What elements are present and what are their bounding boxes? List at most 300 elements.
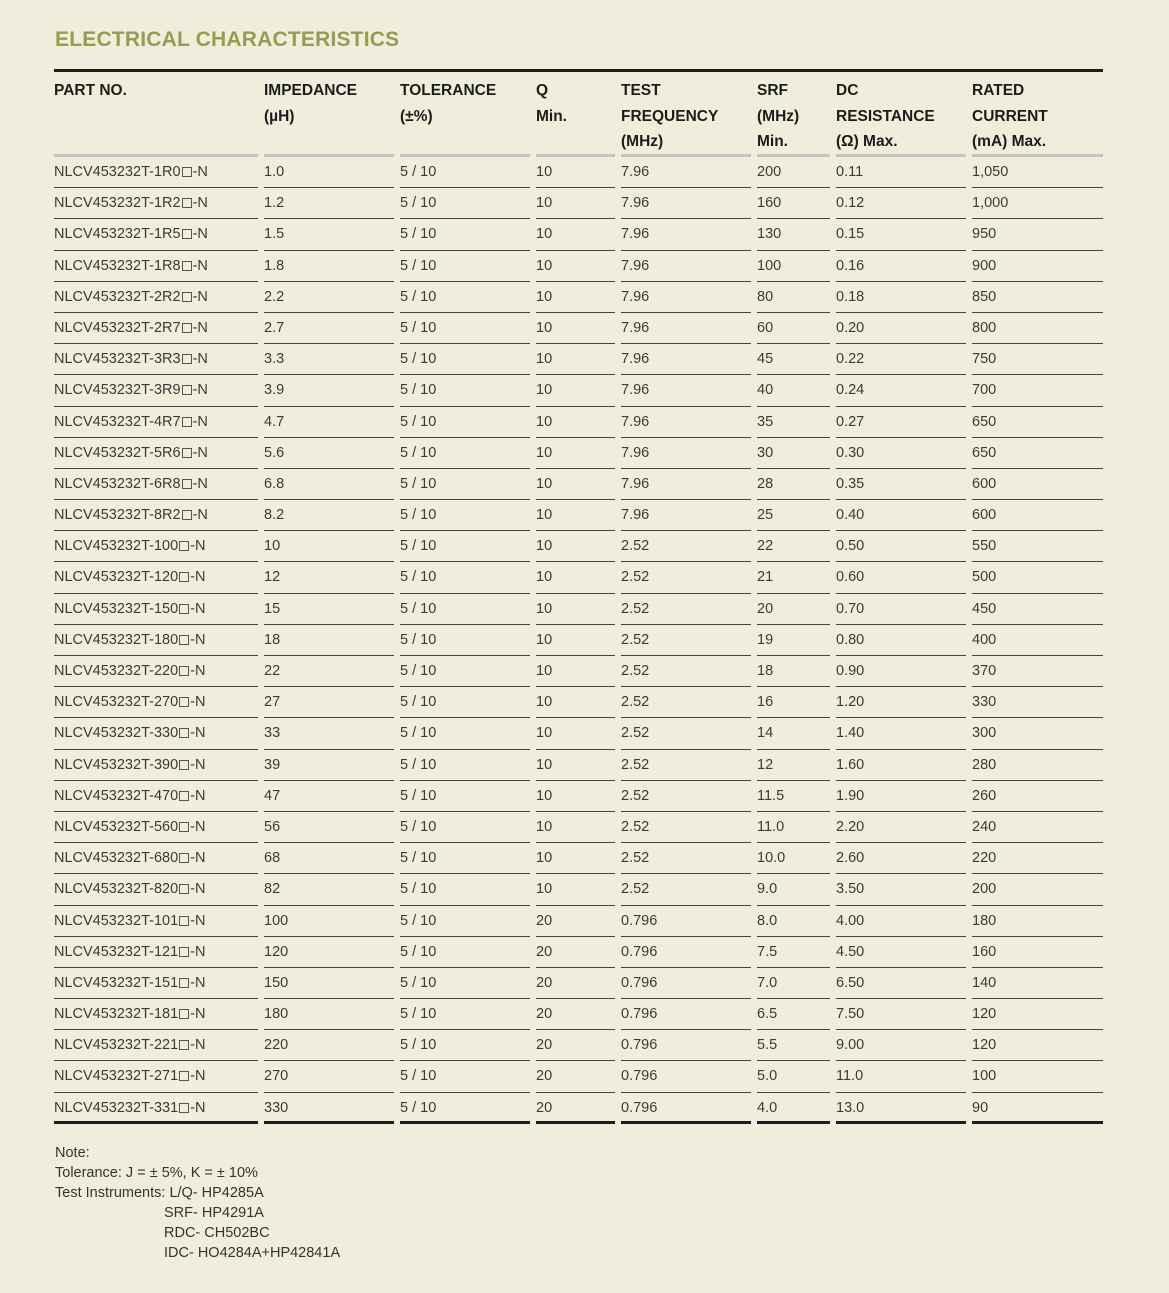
cell-value: 25 bbox=[757, 500, 830, 531]
cell-value: 3.50 bbox=[836, 874, 966, 905]
cell-value: 0.35 bbox=[836, 469, 966, 500]
cell-dc-resistance bbox=[836, 438, 972, 469]
tolerance-code-box-icon bbox=[182, 323, 192, 333]
cell-value: 14 bbox=[757, 718, 830, 749]
cell-value: 0.18 bbox=[836, 282, 966, 313]
cell-value: 10 bbox=[264, 531, 394, 562]
cell-value: 35 bbox=[757, 407, 830, 438]
cell-q-min bbox=[536, 344, 621, 375]
cell-tolerance bbox=[400, 282, 536, 313]
cell-value: 0.60 bbox=[836, 562, 966, 593]
cell-tolerance bbox=[400, 625, 536, 656]
cell-value: 7.96 bbox=[621, 282, 751, 313]
cell-dc-resistance bbox=[836, 375, 972, 406]
cell-value: 0.796 bbox=[621, 1061, 751, 1092]
cell-value: 5 / 10 bbox=[400, 1093, 530, 1124]
cell-rated-current bbox=[972, 375, 1103, 406]
cell-value: 130 bbox=[757, 219, 830, 250]
cell-value: 120 bbox=[972, 999, 1103, 1030]
part-no-suffix: -N bbox=[190, 1006, 206, 1023]
cell-part-no bbox=[54, 157, 264, 188]
notes-block bbox=[55, 1143, 340, 1263]
notes-heading: Note: bbox=[55, 1145, 90, 1161]
cell-tolerance bbox=[400, 843, 536, 874]
cell-tolerance bbox=[400, 157, 536, 188]
cell-srf bbox=[757, 968, 836, 999]
cell-value: 0.70 bbox=[836, 594, 966, 625]
cell-srf bbox=[757, 687, 836, 718]
cell-value: 80 bbox=[757, 282, 830, 313]
cell-value: 5 / 10 bbox=[400, 656, 530, 687]
cell-test-frequency bbox=[621, 687, 757, 718]
cell-q-min bbox=[536, 157, 621, 188]
cell-value: 7.96 bbox=[621, 157, 751, 188]
cell-part-no bbox=[54, 219, 264, 250]
cell-value: 1.60 bbox=[836, 750, 966, 781]
cell-value: 5 / 10 bbox=[400, 843, 530, 874]
cell-q-min bbox=[536, 718, 621, 749]
cell-part-no bbox=[54, 500, 264, 531]
table-row bbox=[54, 1093, 1103, 1124]
cell-value: 2.7 bbox=[264, 313, 394, 344]
cell-part-no bbox=[54, 469, 264, 500]
cell-tolerance bbox=[400, 531, 536, 562]
cell-rated-current bbox=[972, 251, 1103, 282]
cell-part-no bbox=[54, 843, 264, 874]
cell-q-min bbox=[536, 313, 621, 344]
cell-value: 700 bbox=[972, 375, 1103, 406]
tolerance-code-box-icon bbox=[182, 198, 192, 208]
cell-q-min bbox=[536, 562, 621, 593]
cell-test-frequency bbox=[621, 843, 757, 874]
cell-value: 5 / 10 bbox=[400, 594, 530, 625]
tolerance-code-box-icon bbox=[182, 229, 192, 239]
cell-value: 2.52 bbox=[621, 625, 751, 656]
cell-impedance bbox=[264, 874, 400, 905]
cell-q-min bbox=[536, 469, 621, 500]
cell-value: 200 bbox=[972, 874, 1103, 905]
cell-srf bbox=[757, 656, 836, 687]
part-no-prefix: NLCV453232T-151 bbox=[54, 974, 179, 991]
table-row bbox=[54, 999, 1103, 1030]
cell-value: 0.30 bbox=[836, 438, 966, 469]
table-header-row bbox=[54, 72, 1103, 157]
column-header-line: PART NO. bbox=[54, 82, 127, 99]
cell-value: 10 bbox=[536, 251, 615, 282]
table-row bbox=[54, 781, 1103, 812]
cell-value: 550 bbox=[972, 531, 1103, 562]
cell-rated-current bbox=[972, 687, 1103, 718]
cell-dc-resistance bbox=[836, 562, 972, 593]
cell-part-no bbox=[54, 968, 264, 999]
cell-test-frequency bbox=[621, 937, 757, 968]
column-header-srf bbox=[757, 72, 836, 157]
cell-value: 500 bbox=[972, 562, 1103, 593]
cell-value: 5 / 10 bbox=[400, 469, 530, 500]
cell-rated-current bbox=[972, 1061, 1103, 1092]
table-row bbox=[54, 594, 1103, 625]
cell-value: 5 / 10 bbox=[400, 500, 530, 531]
cell-q-min bbox=[536, 999, 621, 1030]
cell-value: 10 bbox=[536, 594, 615, 625]
cell-rated-current bbox=[972, 812, 1103, 843]
cell-value: 2.52 bbox=[621, 843, 751, 874]
cell-value: 0.22 bbox=[836, 344, 966, 375]
table-row bbox=[54, 1061, 1103, 1092]
cell-value: 10 bbox=[536, 562, 615, 593]
cell-dc-resistance bbox=[836, 718, 972, 749]
cell-dc-resistance bbox=[836, 188, 972, 219]
cell-test-frequency bbox=[621, 968, 757, 999]
cell-srf bbox=[757, 1061, 836, 1092]
cell-value: 0.24 bbox=[836, 375, 966, 406]
cell-dc-resistance bbox=[836, 157, 972, 188]
cell-dc-resistance bbox=[836, 937, 972, 968]
column-header-line: (±%) bbox=[400, 107, 433, 125]
cell-impedance bbox=[264, 718, 400, 749]
cell-value: 2.20 bbox=[836, 812, 966, 843]
cell-test-frequency bbox=[621, 407, 757, 438]
cell-value: 1.90 bbox=[836, 781, 966, 812]
cell-part-no bbox=[54, 718, 264, 749]
cell-test-frequency bbox=[621, 906, 757, 937]
cell-rated-current bbox=[972, 407, 1103, 438]
tolerance-code-box-icon bbox=[179, 635, 189, 645]
cell-value: 5 / 10 bbox=[400, 812, 530, 843]
cell-value: 0.11 bbox=[836, 157, 966, 188]
cell-value: 5 / 10 bbox=[400, 874, 530, 905]
cell-value: 39 bbox=[264, 750, 394, 781]
part-no-prefix: NLCV453232T-8R2 bbox=[54, 507, 181, 524]
cell-part-no bbox=[54, 750, 264, 781]
cell-dc-resistance bbox=[836, 407, 972, 438]
cell-value: 240 bbox=[972, 812, 1103, 843]
table-row bbox=[54, 687, 1103, 718]
cell-impedance bbox=[264, 687, 400, 718]
cell-impedance bbox=[264, 469, 400, 500]
cell-srf bbox=[757, 718, 836, 749]
cell-value: 1.40 bbox=[836, 718, 966, 749]
cell-part-no bbox=[54, 656, 264, 687]
cell-value: 1.5 bbox=[264, 219, 394, 250]
cell-srf bbox=[757, 562, 836, 593]
cell-rated-current bbox=[972, 999, 1103, 1030]
cell-value: 1.20 bbox=[836, 687, 966, 718]
part-no-prefix: NLCV453232T-181 bbox=[54, 1006, 179, 1023]
cell-value: 0.796 bbox=[621, 1030, 751, 1061]
cell-value: 90 bbox=[972, 1093, 1103, 1124]
cell-impedance bbox=[264, 375, 400, 406]
cell-value: 47 bbox=[264, 781, 394, 812]
cell-rated-current bbox=[972, 718, 1103, 749]
cell-tolerance bbox=[400, 656, 536, 687]
cell-impedance bbox=[264, 625, 400, 656]
part-no-prefix: NLCV453232T-271 bbox=[54, 1068, 179, 1085]
column-header-line: DC bbox=[836, 82, 859, 99]
cell-srf bbox=[757, 313, 836, 344]
cell-value: 5 / 10 bbox=[400, 1061, 530, 1092]
cell-value: 1.2 bbox=[264, 188, 394, 219]
column-header-line: IMPEDANCE bbox=[264, 82, 358, 99]
table-row bbox=[54, 656, 1103, 687]
cell-value: 40 bbox=[757, 375, 830, 406]
cell-rated-current bbox=[972, 874, 1103, 905]
cell-value: 8.2 bbox=[264, 500, 394, 531]
cell-impedance bbox=[264, 594, 400, 625]
part-no-suffix: -N bbox=[190, 725, 206, 742]
cell-rated-current bbox=[972, 157, 1103, 188]
cell-tolerance bbox=[400, 1030, 536, 1061]
column-header-line: TEST bbox=[621, 82, 661, 99]
cell-impedance bbox=[264, 531, 400, 562]
cell-value: 7.96 bbox=[621, 313, 751, 344]
part-no-suffix: -N bbox=[190, 850, 206, 867]
cell-value: 5 / 10 bbox=[400, 251, 530, 282]
cell-value: 2.2 bbox=[264, 282, 394, 313]
cell-value: 4.7 bbox=[264, 407, 394, 438]
cell-rated-current bbox=[972, 843, 1103, 874]
cell-part-no bbox=[54, 313, 264, 344]
cell-test-frequency bbox=[621, 313, 757, 344]
notes-instrument: SRF- HP4291A bbox=[164, 1205, 264, 1221]
cell-value: 11.5 bbox=[757, 781, 830, 812]
cell-value: 0.20 bbox=[836, 313, 966, 344]
cell-rated-current bbox=[972, 656, 1103, 687]
cell-value: 5 / 10 bbox=[400, 438, 530, 469]
column-header-line: (mA) Max. bbox=[972, 133, 1047, 150]
cell-value: 4.50 bbox=[836, 937, 966, 968]
tolerance-code-box-icon bbox=[179, 822, 189, 832]
cell-tolerance bbox=[400, 781, 536, 812]
cell-tolerance bbox=[400, 313, 536, 344]
cell-value: 20 bbox=[536, 999, 615, 1030]
cell-value: 5 / 10 bbox=[400, 718, 530, 749]
cell-test-frequency bbox=[621, 282, 757, 313]
cell-test-frequency bbox=[621, 656, 757, 687]
cell-rated-current bbox=[972, 562, 1103, 593]
cell-value: 7.50 bbox=[836, 999, 966, 1030]
cell-value: 2.52 bbox=[621, 781, 751, 812]
cell-tolerance bbox=[400, 594, 536, 625]
cell-value: 4.00 bbox=[836, 906, 966, 937]
cell-value: 2.52 bbox=[621, 594, 751, 625]
cell-impedance bbox=[264, 1061, 400, 1092]
cell-value: 10.0 bbox=[757, 843, 830, 874]
cell-value: 10 bbox=[536, 407, 615, 438]
cell-q-min bbox=[536, 531, 621, 562]
cell-srf bbox=[757, 469, 836, 500]
cell-value: 5 / 10 bbox=[400, 219, 530, 250]
cell-q-min bbox=[536, 188, 621, 219]
part-no-suffix: -N bbox=[190, 943, 206, 960]
notes-instrument: IDC- HO4284A+HP42841A bbox=[164, 1245, 341, 1261]
characteristics-table-wrap bbox=[54, 69, 1103, 1124]
cell-value: 10 bbox=[536, 843, 615, 874]
cell-value: 220 bbox=[972, 843, 1103, 874]
cell-value: 180 bbox=[264, 999, 394, 1030]
part-no-suffix: -N bbox=[190, 756, 206, 773]
cell-value: 22 bbox=[264, 656, 394, 687]
cell-rated-current bbox=[972, 1030, 1103, 1061]
part-no-suffix: -N bbox=[190, 881, 206, 898]
cell-dc-resistance bbox=[836, 469, 972, 500]
tolerance-code-box-icon bbox=[179, 697, 189, 707]
cell-dc-resistance bbox=[836, 656, 972, 687]
notes-instrument: RDC- CH502BC bbox=[164, 1225, 270, 1241]
cell-rated-current bbox=[972, 313, 1103, 344]
part-no-suffix: -N bbox=[190, 1099, 206, 1116]
cell-value: 7.96 bbox=[621, 500, 751, 531]
part-no-prefix: NLCV453232T-4R7 bbox=[54, 413, 181, 430]
part-no-suffix: -N bbox=[192, 382, 208, 399]
cell-tolerance bbox=[400, 999, 536, 1030]
cell-value: 27 bbox=[264, 687, 394, 718]
cell-value: 2.52 bbox=[621, 812, 751, 843]
cell-value: 10 bbox=[536, 344, 615, 375]
cell-value: 5 / 10 bbox=[400, 937, 530, 968]
cell-value: 0.80 bbox=[836, 625, 966, 656]
cell-value: 0.796 bbox=[621, 999, 751, 1030]
cell-rated-current bbox=[972, 968, 1103, 999]
cell-srf bbox=[757, 344, 836, 375]
column-header-line: TOLERANCE bbox=[400, 82, 497, 99]
tolerance-code-box-icon bbox=[179, 760, 189, 770]
cell-rated-current bbox=[972, 344, 1103, 375]
cell-part-no bbox=[54, 594, 264, 625]
cell-q-min bbox=[536, 500, 621, 531]
table-row bbox=[54, 750, 1103, 781]
table-row bbox=[54, 874, 1103, 905]
cell-value: 2.52 bbox=[621, 750, 751, 781]
cell-value: 120 bbox=[264, 937, 394, 968]
cell-srf bbox=[757, 157, 836, 188]
cell-test-frequency bbox=[621, 718, 757, 749]
tolerance-code-box-icon bbox=[179, 1071, 189, 1081]
cell-test-frequency bbox=[621, 344, 757, 375]
cell-value: 56 bbox=[264, 812, 394, 843]
cell-tolerance bbox=[400, 562, 536, 593]
cell-part-no bbox=[54, 906, 264, 937]
cell-impedance bbox=[264, 219, 400, 250]
cell-value: 10 bbox=[536, 219, 615, 250]
cell-part-no bbox=[54, 812, 264, 843]
column-header-line: CURRENT bbox=[972, 107, 1048, 125]
column-header-part-no bbox=[54, 72, 264, 157]
part-no-suffix: -N bbox=[190, 1068, 206, 1085]
cell-value: 650 bbox=[972, 438, 1103, 469]
cell-srf bbox=[757, 219, 836, 250]
cell-dc-resistance bbox=[836, 313, 972, 344]
cell-value: 12 bbox=[264, 562, 394, 593]
cell-srf bbox=[757, 843, 836, 874]
part-no-suffix: -N bbox=[190, 631, 206, 648]
cell-test-frequency bbox=[621, 375, 757, 406]
cell-part-no bbox=[54, 531, 264, 562]
cell-test-frequency bbox=[621, 219, 757, 250]
cell-impedance bbox=[264, 282, 400, 313]
cell-test-frequency bbox=[621, 750, 757, 781]
cell-value: 7.96 bbox=[621, 219, 751, 250]
cell-dc-resistance bbox=[836, 500, 972, 531]
cell-srf bbox=[757, 812, 836, 843]
cell-test-frequency bbox=[621, 594, 757, 625]
cell-srf bbox=[757, 282, 836, 313]
part-no-suffix: -N bbox=[192, 288, 208, 305]
cell-value: 3.3 bbox=[264, 344, 394, 375]
cell-part-no bbox=[54, 781, 264, 812]
part-no-prefix: NLCV453232T-1R0 bbox=[54, 164, 181, 180]
cell-value: 0.27 bbox=[836, 407, 966, 438]
cell-impedance bbox=[264, 999, 400, 1030]
column-header-tolerance bbox=[400, 72, 536, 157]
notes-instrument: L/Q- HP4285A bbox=[169, 1185, 264, 1201]
cell-part-no bbox=[54, 937, 264, 968]
cell-q-min bbox=[536, 219, 621, 250]
cell-srf bbox=[757, 937, 836, 968]
cell-srf bbox=[757, 1093, 836, 1124]
part-no-prefix: NLCV453232T-121 bbox=[54, 943, 179, 960]
cell-part-no bbox=[54, 874, 264, 905]
cell-dc-resistance bbox=[836, 874, 972, 905]
cell-value: 2.52 bbox=[621, 562, 751, 593]
part-no-prefix: NLCV453232T-2R2 bbox=[54, 288, 181, 305]
cell-value: 100 bbox=[264, 906, 394, 937]
cell-impedance bbox=[264, 251, 400, 282]
cell-rated-current bbox=[972, 1093, 1103, 1124]
tolerance-code-box-icon bbox=[179, 728, 189, 738]
cell-value: 5 / 10 bbox=[400, 750, 530, 781]
cell-tolerance bbox=[400, 687, 536, 718]
part-no-suffix: -N bbox=[190, 787, 206, 804]
part-no-suffix: -N bbox=[190, 818, 206, 835]
cell-rated-current bbox=[972, 906, 1103, 937]
part-no-suffix: -N bbox=[192, 226, 208, 243]
tolerance-code-box-icon bbox=[182, 510, 192, 520]
cell-value: 10 bbox=[536, 781, 615, 812]
cell-impedance bbox=[264, 843, 400, 874]
cell-rated-current bbox=[972, 594, 1103, 625]
cell-value: 10 bbox=[536, 687, 615, 718]
table-row bbox=[54, 344, 1103, 375]
part-no-prefix: NLCV453232T-330 bbox=[54, 725, 179, 742]
cell-value: 0.40 bbox=[836, 500, 966, 531]
cell-part-no bbox=[54, 251, 264, 282]
cell-value: 8.0 bbox=[757, 906, 830, 937]
cell-srf bbox=[757, 407, 836, 438]
cell-value: 300 bbox=[972, 718, 1103, 749]
column-header-test-frequency bbox=[621, 72, 757, 157]
cell-value: 10 bbox=[536, 531, 615, 562]
tolerance-code-box-icon bbox=[179, 1103, 189, 1113]
tolerance-code-box-icon bbox=[179, 1009, 189, 1019]
part-no-prefix: NLCV453232T-820 bbox=[54, 881, 179, 898]
cell-part-no bbox=[54, 375, 264, 406]
cell-tolerance bbox=[400, 375, 536, 406]
cell-q-min bbox=[536, 407, 621, 438]
cell-value: 5 / 10 bbox=[400, 625, 530, 656]
cell-value: 16 bbox=[757, 687, 830, 718]
cell-q-min bbox=[536, 687, 621, 718]
cell-value: 15 bbox=[264, 594, 394, 625]
cell-value: 2.52 bbox=[621, 687, 751, 718]
cell-impedance bbox=[264, 812, 400, 843]
cell-part-no bbox=[54, 1061, 264, 1092]
cell-value: 30 bbox=[757, 438, 830, 469]
cell-test-frequency bbox=[621, 1061, 757, 1092]
part-no-suffix: -N bbox=[190, 600, 206, 617]
part-no-prefix: NLCV453232T-470 bbox=[54, 787, 179, 804]
cell-q-min bbox=[536, 812, 621, 843]
